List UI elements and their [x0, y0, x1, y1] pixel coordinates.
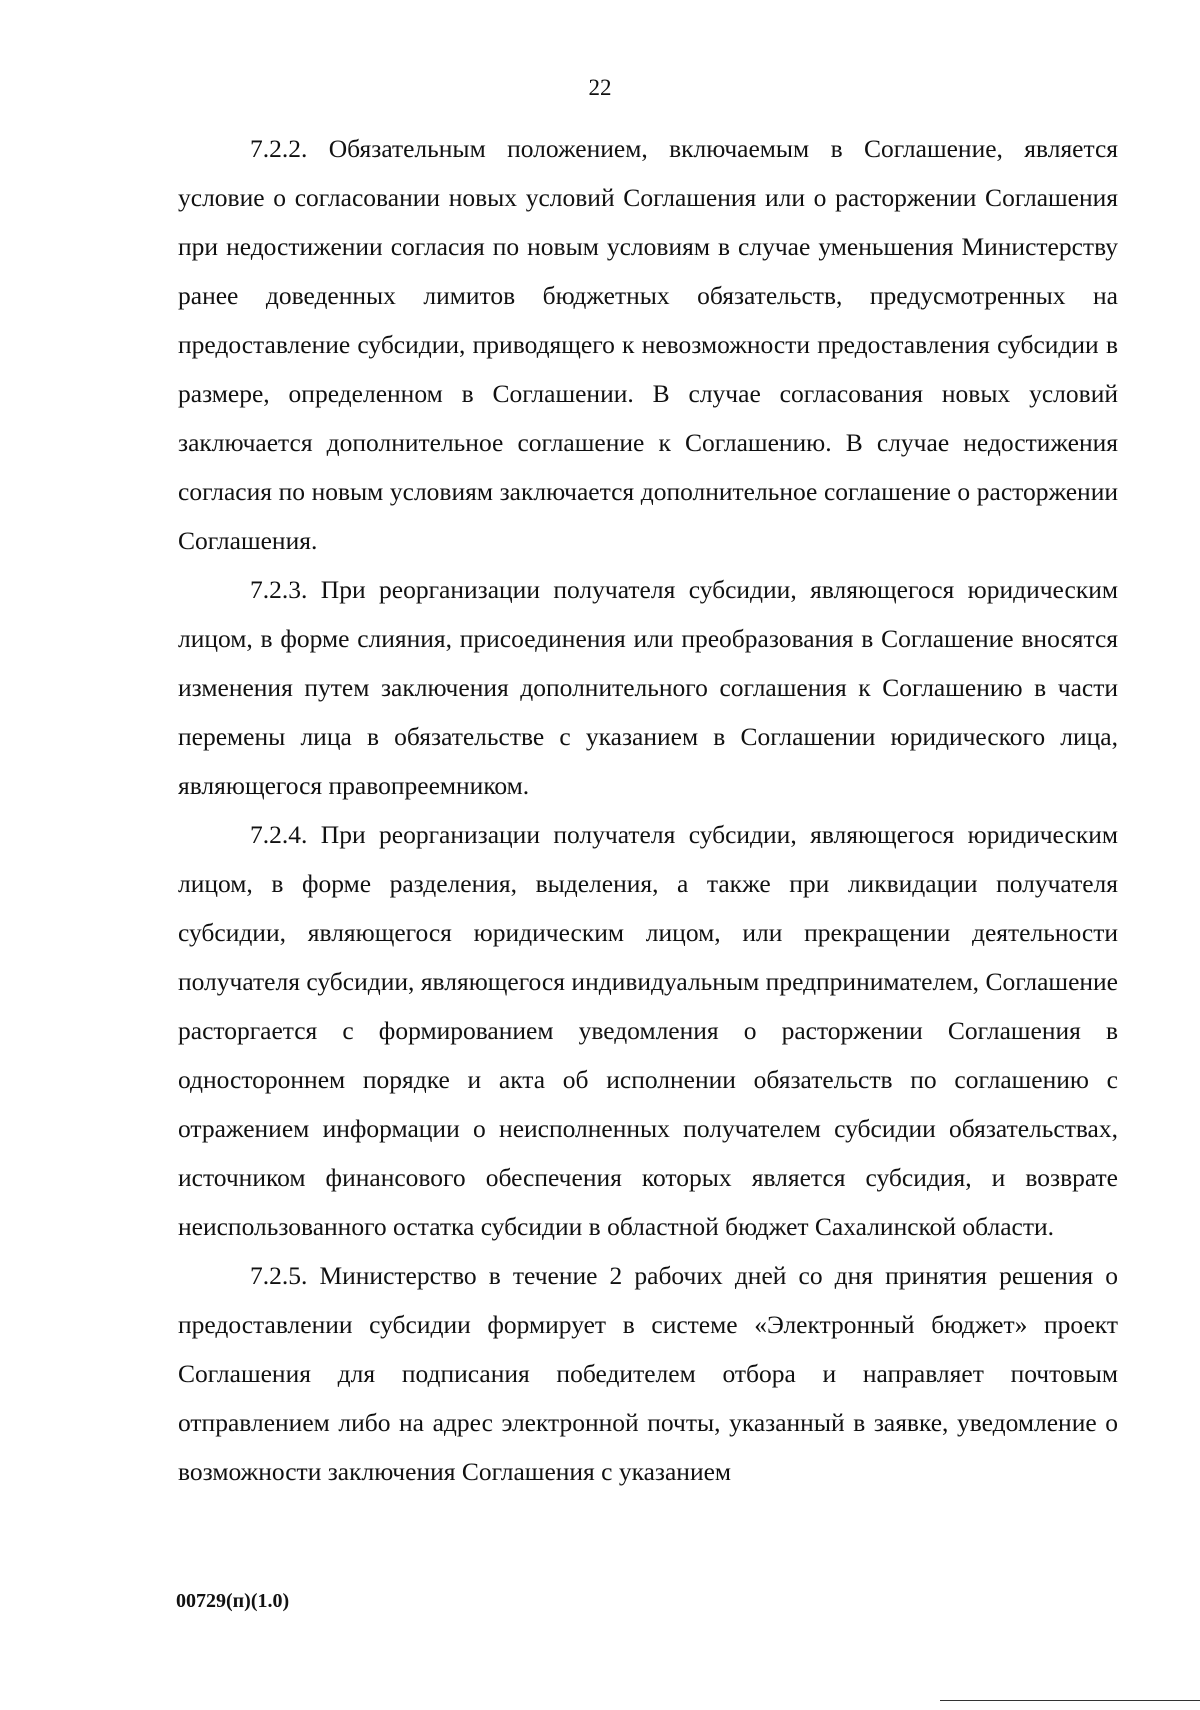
document-code: 00729(п)(1.0) — [176, 1590, 290, 1612]
paragraph-7-2-3: 7.2.3. При реорганизации получателя субсидии, являющегося юридическим лицом, в форме слияния, присоединения или преобразования в Соглашение вносятся изменения путем заключения дополнительного соглашения к Соглашению в части перемены лица в обязательстве с указанием в Соглашении юридического лица, являющегося правопреемником. — [178, 575, 1118, 800]
footer-divider — [940, 1700, 1200, 1701]
paragraph-7-2-2: 7.2.2. Обязательным положением, включаемым в Соглашение, является условие о согласовании новых условий Соглашения или о расторжении Соглашения при недостижении согласия по новым условиям в случае уменьшения Министерству ранее доведенных лимитов бюджетных обязательств, предусмотренных на предоставление субсидии, приводящего к невозможности предоставления субсидии в размере, определенном в Соглашении. В случае согласования новых условий заключается дополнительное соглашение к Соглашению. В случае недостижения согласия по новым условиям заключается дополнительное соглашение о расторжении Соглашения. — [178, 134, 1118, 555]
paragraph-7-2-4: 7.2.4. При реорганизации получателя субсидии, являющегося юридическим лицом, в форме разделения, выделения, а также при ликвидации получателя субсидии, являющегося юридическим лицом, или прекращении деятельности получателя субсидии, являющегося индивидуальным предпринимателем, Соглашение расторгается с формированием уведомления о расторжении Соглашения в одностороннем порядке и акта об исполнении обязательств по соглашению с отражением информации о неисполненных получателем субсидии обязательствах, источником финансового обеспечения которых является субсидия, и возврате неиспользованного остатка субсидии в областной бюджет Сахалинской области. — [178, 820, 1118, 1241]
document-body — [178, 124, 1118, 1496]
page-number: 22 — [588, 75, 612, 100]
paragraph-7-2-5: 7.2.5. Министерство в течение 2 рабочих дней со дня принятия решения о предоставлении субсидии формирует в системе «Электронный бюджет» проект Соглашения для подписания победителем отбора и направляет почтовым отправлением либо на адрес электронной почты, указанный в заявке, уведомление о возможности заключения Соглашения с указанием — [178, 1261, 1118, 1486]
